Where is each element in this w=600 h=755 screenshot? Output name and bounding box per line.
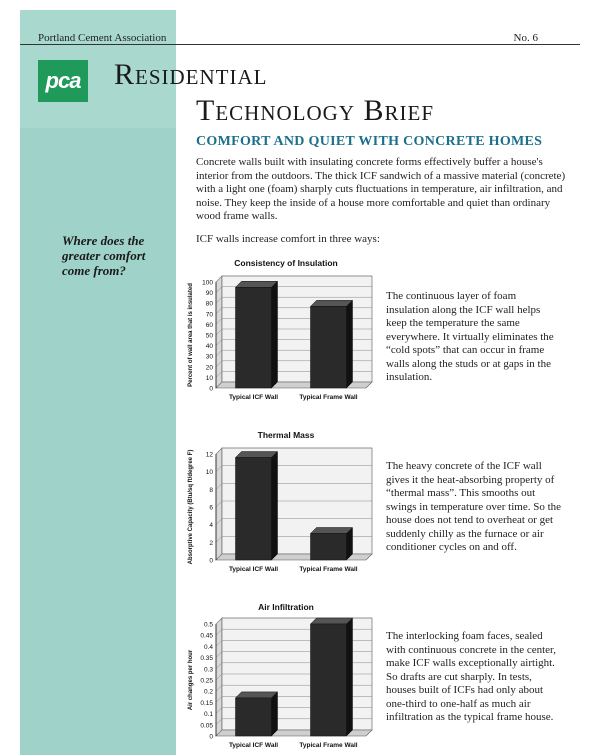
header-rule xyxy=(20,44,580,45)
bar xyxy=(236,287,272,388)
y-tick-label: 20 xyxy=(205,364,213,372)
y-tick-label: 0 xyxy=(209,733,213,741)
y-tick-label: 50 xyxy=(205,332,213,340)
y-tick-label: 0.2 xyxy=(203,688,213,696)
chart-2-description: The heavy concrete of the ICF wall gives it the heat-absorbing property of “thermal mass”. This smooths out swings in temperature over time. So the house does not tend to overheat or get suddenly chilly as the furnace or air conditioner cycles on and off. xyxy=(386,460,562,553)
y-tick-label: 0.25 xyxy=(200,677,213,685)
title-line-1: Residential xyxy=(114,58,268,91)
chart-1-description: The continuous layer of foam insulation along the ICF wall helps keep the temperature the same everywhere. It virtually eliminates the “cold spots” that can occur in frame walls along the studs or at gaps in the insulation. xyxy=(386,290,554,383)
intro-paragraph: Concrete walls built with insulating concrete forms effectively buffer a house's interior from the outdoors. The thick ICF sandwich of a massive material (concrete) with a light one (foam) sharply cuts fluctuations in temperature, air infiltration, and noise. They keep the inside of a house more comfortable and quiet than ordinary wood frame walls. xyxy=(196,156,566,222)
chart-air-infiltration xyxy=(180,616,376,754)
chart-3-description: The interlocking foam faces, sealed with continuous concrete in the center, make ICF walls exceptionally airtight. So drafts are cut sharply. In tests, houses built of ICFs had only about one-third to one-half as much air infiltration as the typical frame house. xyxy=(386,630,557,723)
y-tick-label: 0.05 xyxy=(200,722,213,730)
ways-intro: ICF walls increase comfort in three ways: xyxy=(196,233,380,245)
y-tick-label: 8 xyxy=(209,486,213,494)
x-tick-label: Typical ICF Wall xyxy=(228,742,279,749)
y-tick-label: 0.15 xyxy=(200,699,213,707)
x-tick-label: Typical ICF Wall xyxy=(228,394,279,401)
x-tick-label: Typical Frame Wall xyxy=(299,566,358,573)
y-tick-label: 90 xyxy=(205,290,213,298)
y-tick-label: 30 xyxy=(205,353,213,361)
association-name: Portland Cement Association xyxy=(38,32,167,44)
chart-2-title: Thermal Mass xyxy=(257,430,315,440)
y-tick-label: 0.35 xyxy=(200,655,213,663)
bar-side xyxy=(347,300,353,388)
y-axis-label: Percent of wall area that is insulated xyxy=(188,283,194,387)
y-tick-label: 60 xyxy=(205,321,213,329)
y-tick-label: 4 xyxy=(209,522,213,530)
chart-1-title: Consistency of Insulation xyxy=(234,258,338,268)
y-tick-label: 40 xyxy=(205,343,213,351)
y-tick-label: 0.3 xyxy=(203,666,213,674)
y-tick-label: 2 xyxy=(209,539,213,547)
pca-logo xyxy=(38,60,88,102)
x-tick-label: Typical Frame Wall xyxy=(299,742,358,749)
brief-subtitle: COMFORT AND QUIET WITH CONCRETE HOMES xyxy=(196,134,543,149)
y-tick-label: 0.4 xyxy=(203,643,213,651)
y-tick-label: 70 xyxy=(205,311,213,319)
bar-top xyxy=(236,452,278,458)
bar-side xyxy=(272,281,278,388)
bar-top xyxy=(311,528,353,534)
chart-thermal-mass xyxy=(180,446,376,580)
y-tick-label: 10 xyxy=(205,374,213,382)
y-axis-label: Absorptive Capacity (Btu/sq ft/degree F) xyxy=(188,449,194,565)
bar-side xyxy=(272,692,278,736)
bar-side xyxy=(272,452,278,560)
y-tick-label: 0 xyxy=(209,385,213,393)
bar xyxy=(311,534,347,561)
issue-number: No. 6 xyxy=(513,32,538,44)
y-tick-label: 12 xyxy=(205,451,213,459)
sidebar-question: Where does the greater comfort come from? xyxy=(62,233,146,278)
bar-top xyxy=(236,692,278,698)
bar xyxy=(311,624,347,736)
logo-text: pca xyxy=(45,68,81,93)
x-tick-label: Typical Frame Wall xyxy=(299,394,358,401)
y-tick-label: 0.1 xyxy=(203,711,213,719)
chart-consistency-of-insulation xyxy=(180,272,376,412)
bar-top xyxy=(311,618,353,624)
x-tick-label: Typical ICF Wall xyxy=(228,566,279,573)
bar-side xyxy=(347,528,353,561)
chart-3-title: Air Infiltration xyxy=(258,602,314,612)
bar xyxy=(311,306,347,388)
title-line-2: Technology Brief xyxy=(196,94,434,127)
y-tick-label: 100 xyxy=(202,279,213,287)
y-tick-label: 80 xyxy=(205,300,213,308)
y-tick-label: 0 xyxy=(209,557,213,565)
bar-side xyxy=(347,618,353,736)
bar-top xyxy=(236,281,278,287)
bar xyxy=(236,458,272,560)
y-axis-label: Air changes per hour xyxy=(188,649,194,711)
y-tick-label: 0.45 xyxy=(200,632,213,640)
y-tick-label: 0.5 xyxy=(203,621,213,629)
bar xyxy=(236,698,272,736)
y-tick-label: 6 xyxy=(209,504,213,512)
bar-top xyxy=(311,300,353,306)
y-tick-label: 10 xyxy=(205,469,213,477)
